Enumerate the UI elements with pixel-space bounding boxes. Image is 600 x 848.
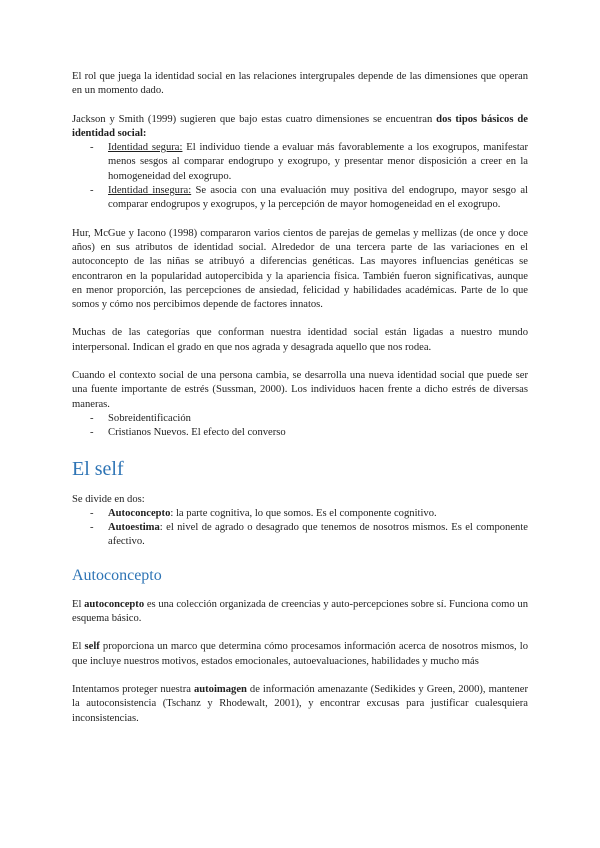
paragraph-autoconcepto-pre: El (72, 598, 85, 610)
self-parts-list (72, 507, 528, 550)
paragraph-hur-mcgue: Hur, McGue y Iacono (1998) compararon varios cientos de parejas de gemelas y mellizas (de once y doce años) en sus atributos de identidad social. Alrededor de una tercera parte de las variaciones en el autoconcepto de las niñas se atribuyó a diferencias genéticas. Las mayores influencias genéticas se encontraron en la popularidad autopercibida y la apariencia física. También fueron significativas, aunque en menor proporción, las percepciones de ansiedad, felicidad y habilidades académicas. Parte de lo que somos y cómo nos percibimos depende de factores innatos. (72, 227, 528, 311)
list-item: - Sobreidentificación (90, 412, 528, 426)
paragraph-autoimagen (72, 683, 528, 726)
paragraph-autoimagen-pre: Intentamos proteger nuestra (72, 683, 194, 695)
self-part-term: Autoconcepto (108, 507, 171, 519)
paragraph-autoconcepto-bold: autoconcepto (84, 598, 145, 610)
list-item (90, 521, 528, 550)
paragraph-jackson-smith (72, 113, 528, 142)
identity-type-text: El individuo tiende a evaluar más favorablemente a los exogrupos, manifestar menos sesgos al comparar endogrupo y exogrupo, y presentar menor disposición a creer en la homogeneidad del exogrupo. (108, 142, 529, 182)
identity-types-list (72, 141, 528, 212)
paragraph-self-framework (72, 640, 528, 669)
self-part-text: : el nivel de agrado o desagrado que tenemos de nosotros mismos. Es el componente afectivo. (108, 522, 528, 548)
identity-type-text: Se asocia con una evaluación muy positiva del endogrupo, mayor sesgo al comparar endogrupos y exogrupos, y la percepción de mayor homogeneidad en el exogrupo. (108, 185, 528, 211)
paragraph-self-framework-post: proporciona un marco que determina cómo procesamos información acerca de nosotros mismos, lo que incluye nuestros motivos, estados emocionales, autoevaluaciones, habilidades y mucho más (72, 641, 528, 667)
heading-autoconcepto: Autoconcepto (72, 566, 162, 584)
paragraph-jackson-smith-text: Jackson y Smith (1999) sugieren que bajo estas cuatro dimensiones se encuentran (72, 113, 437, 125)
paragraph-self-intro: Se divide en dos: (72, 493, 145, 505)
paragraph-self-framework-bold: self (84, 641, 100, 653)
paragraph-autoconcepto (72, 598, 528, 627)
list-item (90, 507, 528, 521)
heading-el-self: El self (72, 457, 124, 480)
self-part-term: Autoestima (108, 522, 160, 534)
identity-type-term: Identidad insegura: (108, 185, 192, 197)
paragraph-categories: Muchas de las categorías que conforman nuestra identidad social están ligadas a nuestro mundo interpersonal. Indican el grado en que nos agrada y desagrada aquello que nos rodea. (72, 327, 528, 353)
paragraph-autoimagen-bold: autoimagen (193, 683, 247, 695)
paragraph-jackson-smith-bold: dos tipos básicos de identidad social: (72, 113, 528, 139)
paragraph-autoimagen-post: de información amenazante (Sedikides y Green, 2000), mantener la autoconsistencia (Tschanz y Rhodewalt, 2001), y encontrar excusas para justificar cualesquiera inconsistencias. (72, 683, 528, 724)
paragraph-social-context: Cuando el contexto social de una persona cambia, se desarrolla una nueva identidad social que puede ser una fuente importante de estrés (Sussman, 2000). Los individuos hacen frente a dicho estrés de diversas maneras. (72, 370, 528, 410)
list-item (90, 141, 528, 184)
list-item (90, 184, 528, 213)
self-part-text: : la parte cognitiva, lo que somos. Es el componente cognitivo. (170, 507, 437, 519)
stress-ways-list (72, 412, 528, 441)
list-item: - Cristianos Nuevos. El efecto del converso (90, 426, 528, 440)
identity-type-term: Identidad segura: (108, 142, 183, 154)
paragraph-intro: El rol que juega la identidad social en las relaciones intergrupales depende de las dimensiones que operan en un momento dado. (72, 71, 528, 97)
paragraph-autoconcepto-post: es una colección organizada de creencias y auto-percepciones sobre sí. Funciona como un esquema básico. (72, 598, 528, 625)
paragraph-self-framework-pre: El (72, 641, 85, 653)
